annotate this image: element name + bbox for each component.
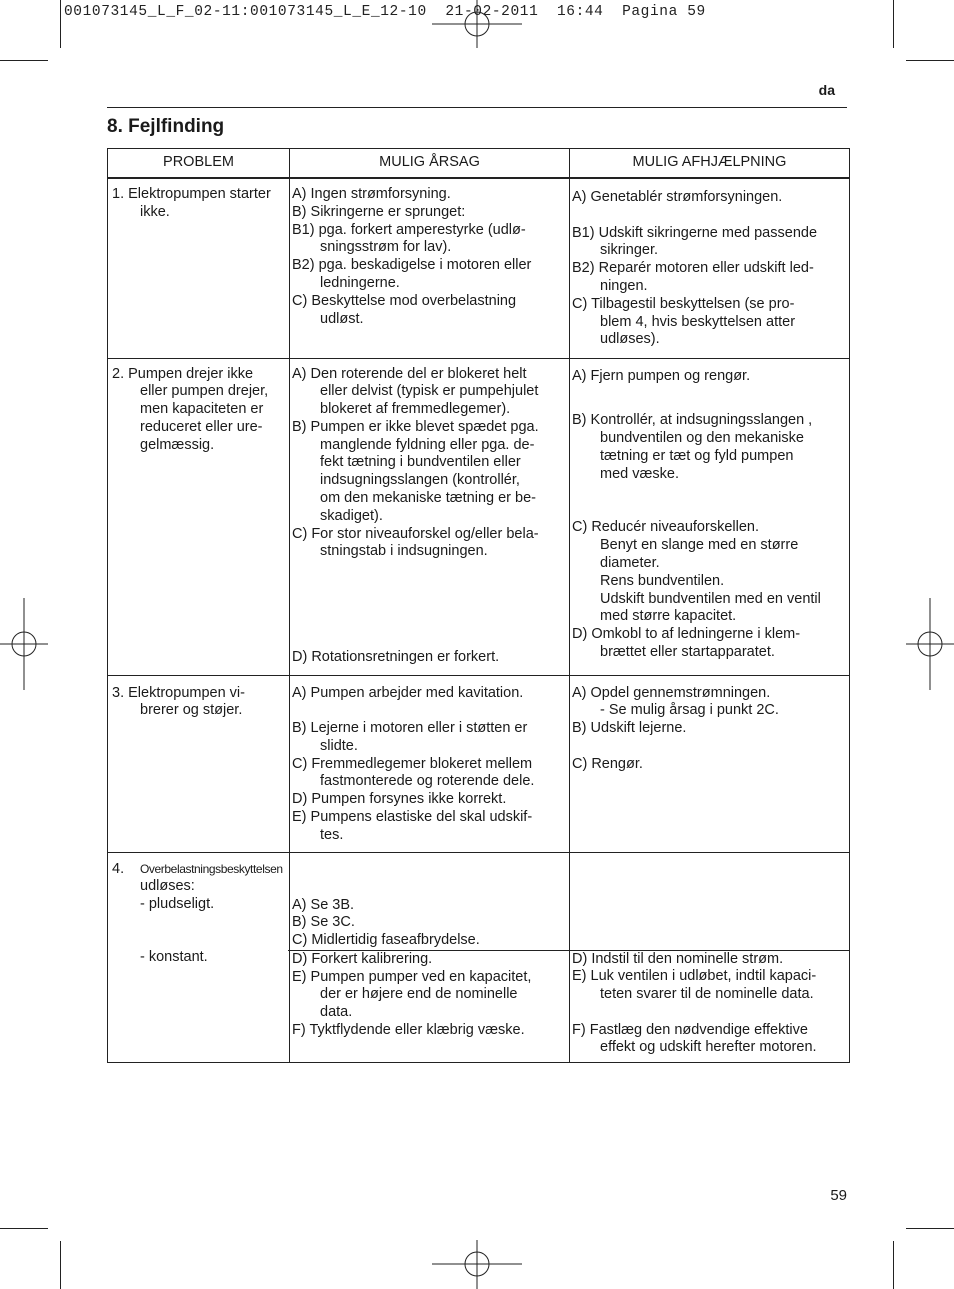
remedy-cell: A) Fjern pumpen og rengør. B) Kontrollér, at indsugningsslangen , bundventilen og den mekaniske tætning er tæt og fyld pumpen med væske. C) Reducér niveauforskellen. Benyt en slange med en større diameter. Rens bundventilen. Udskift bundventilen med en ventil med større kapacitet. D) Omkobl to af ledningerne i klem- brættet eller startapparatet.: [570, 358, 850, 675]
remedy-cell: D) Indstil til den nominelle strøm. E) Luk ventilen i udløbet, indtil kapaci- teten svarer til de nominelle data. F) Fastlæg den nødvendige effektive effekt og udskift herefter motoren.: [570, 852, 850, 1062]
table-row: [108, 852, 850, 1062]
cause-cell: A) Pumpen arbejder med kavitation. B) Lejerne i motoren eller i støtten er slidte. C) Fremmedlegemer blokeret mellem fastmonterede og roterende dele. D) Pumpen forsynes ikke korrekt. E) Pumpens elastiske del skal udskif- tes.: [290, 675, 570, 852]
header-rule: [107, 107, 847, 108]
problem-cell: 3. Elektropumpen vi- brerer og støjer.: [108, 675, 290, 852]
print-header: 001073145_L_F_02-11:001073145_L_E_12-10 21-02-2011 16:44 Pagina 59: [64, 4, 706, 20]
section-title: 8. Fejlfinding: [107, 116, 225, 137]
troubleshooting-table: [107, 148, 850, 1063]
remedy-cell: A) Genetablér strømforsyningen. B1) Udskift sikringerne med passende sikringer. B2) Reparér motoren eller udskift led- ningen. C) Tilbagestil beskyttelsen (se pro- blem 4, hvis beskyttelsen atter udløses).: [570, 178, 850, 358]
table-row: [108, 358, 850, 675]
cause-cell: A) Se 3B. B) Se 3C. C) Midlertidig faseafbrydelse. D) Forkert kalibrering. E) Pumpen pumper ved en kapacitet, der er højere end de nominelle data. F) Tyktflydende eller klæbrig væske.: [290, 852, 570, 1062]
page-number: 59: [830, 1187, 847, 1204]
cause-divider: D) Forkert kalibrering.: [288, 950, 569, 969]
remedy-cell: A) Opdel gennemstrømningen. - Se mulig årsag i punkt 2C. B) Udskift lejerne. C) Rengør.: [570, 675, 850, 852]
problem-cell: 2. Pumpen drejer ikke eller pumpen drejer, men kapaciteten er reduceret eller ure- gelmæssig.: [108, 358, 290, 675]
cause-cell: A) Den roterende del er blokeret helt eller delvist (typisk er pumpehjulet blokeret af fremmedlegemer). B) Pumpen er ikke blevet spædet pga. manglende fyldning eller pga. de- fekt tætning i bundventilen eller indsugningsslangen (kontrollér, om den mekaniske tætning er be- skadiget). C) For stor niveauforskel og/eller bela- stningstab i indsugningen. D) Rotationsretningen er forkert.: [290, 358, 570, 675]
problem-cell: 4. Overbelastningsbeskyttelsen udløses: - pludseligt. - konstant.: [108, 852, 290, 1062]
header-problem: PROBLEM: [108, 149, 290, 179]
cause-cell: A) Ingen strømforsyning. B) Sikringerne er sprunget: B1) pga. forkert amperestyrke (udlø- sningsstrøm for lav). B2) pga. beskadigelse i motoren eller ledningerne. C) Beskyttelse mod overbelastning udløst.: [290, 178, 570, 358]
header-remedy: MULIG AFHJÆLPNING: [570, 149, 850, 179]
problem-cell: 1. Elektropumpen starter ikke.: [108, 178, 290, 358]
table-row: [108, 675, 850, 852]
header-cause: MULIG ÅRSAG: [290, 149, 570, 179]
table-header-row: [108, 149, 850, 179]
language-code: da: [818, 82, 835, 98]
table-row: [108, 178, 850, 358]
remedy-divider: D) Indstil til den nominelle strøm.: [568, 950, 849, 969]
